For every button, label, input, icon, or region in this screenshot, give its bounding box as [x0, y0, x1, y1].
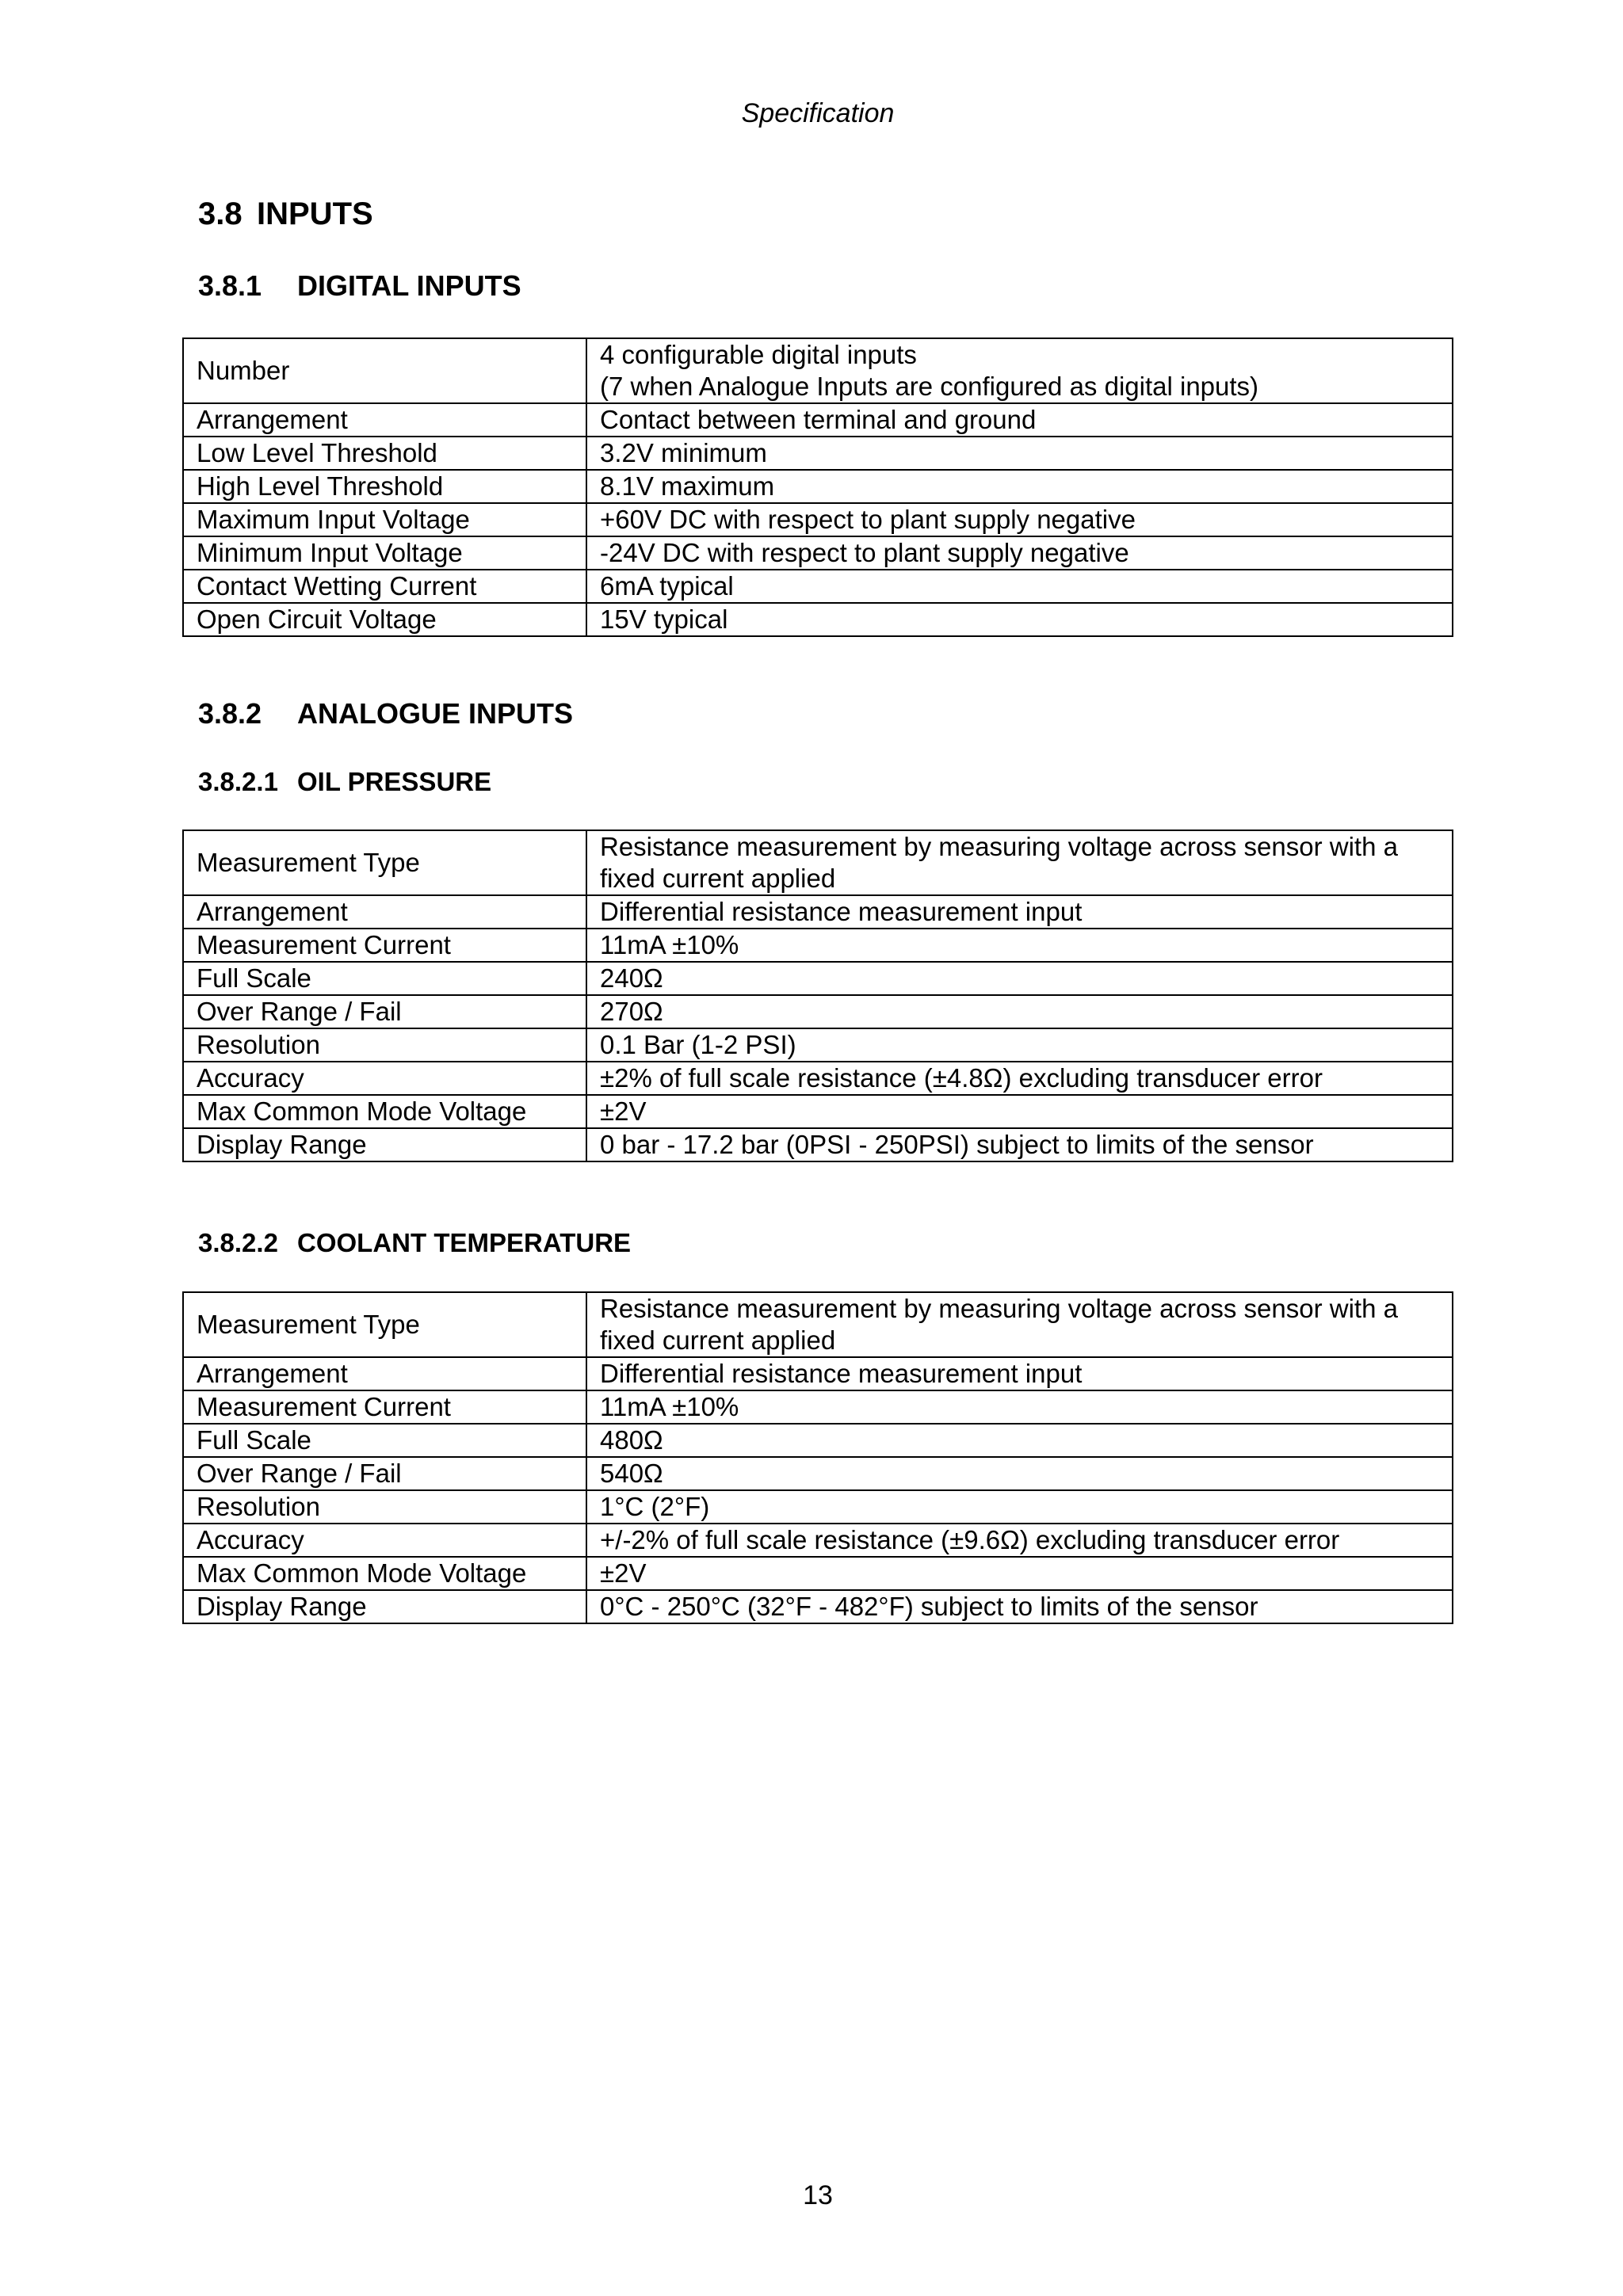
- coolant-temperature-title: COOLANT TEMPERATURE: [297, 1228, 632, 1257]
- row-value-line: Resistance measurement by measuring voltage across sensor with a: [600, 832, 1398, 861]
- row-value: [586, 603, 1453, 636]
- row-value-line: Resistance measurement by measuring voltage across sensor with a: [600, 1294, 1398, 1323]
- row-value: [586, 995, 1453, 1028]
- oil-pressure-number: 3.8.2.1: [198, 767, 278, 796]
- row-value-line: 11mA ±10%: [600, 930, 739, 959]
- table-row: [183, 929, 1453, 962]
- row-value-line: 6mA typical: [600, 571, 734, 601]
- table-row: [183, 1490, 1453, 1524]
- table-row: [183, 603, 1453, 636]
- row-value-line: (7 when Analogue Inputs are configured as digital inputs): [600, 372, 1259, 401]
- analogue-inputs-number: 3.8.2: [198, 697, 262, 730]
- row-value: [586, 437, 1453, 470]
- row-value: [586, 1128, 1453, 1161]
- row-value-line: ±2% of full scale resistance (±4.8Ω) excluding transducer error: [600, 1063, 1323, 1093]
- row-label: Low Level Threshold: [183, 437, 586, 470]
- oil-pressure-title: OIL PRESSURE: [297, 767, 492, 796]
- table-row: [183, 403, 1453, 437]
- table-row: [183, 503, 1453, 536]
- table-row: [183, 1457, 1453, 1490]
- row-label: High Level Threshold: [183, 470, 586, 503]
- table-row: [183, 1128, 1453, 1161]
- row-value: [586, 1095, 1453, 1128]
- analogue-inputs-heading: [198, 697, 573, 730]
- row-label: Full Scale: [183, 962, 586, 995]
- row-value: [586, 470, 1453, 503]
- table-row: [183, 1557, 1453, 1590]
- table-row: [183, 1357, 1453, 1390]
- row-value-line: +60V DC with respect to plant supply negative: [600, 505, 1136, 534]
- row-label: Arrangement: [183, 1357, 586, 1390]
- row-value: [586, 536, 1453, 570]
- row-value-line: fixed current applied: [600, 1325, 836, 1355]
- row-value: [586, 1390, 1453, 1424]
- row-label: Resolution: [183, 1490, 586, 1524]
- analogue-inputs-title: ANALOGUE INPUTS: [297, 697, 574, 730]
- coolant-temperature-heading: [198, 1228, 631, 1258]
- table-row: [183, 1524, 1453, 1557]
- row-value-line: +/-2% of full scale resistance (±9.6Ω) excluding transducer error: [600, 1525, 1340, 1554]
- table-row: [183, 962, 1453, 995]
- row-label: Display Range: [183, 1128, 586, 1161]
- row-label: Arrangement: [183, 403, 586, 437]
- row-label: Arrangement: [183, 895, 586, 929]
- row-value: [586, 1590, 1453, 1623]
- row-value-line: 270Ω: [600, 997, 663, 1026]
- row-label: Maximum Input Voltage: [183, 503, 586, 536]
- page-number: 13: [803, 2180, 833, 2210]
- row-value: [586, 1557, 1453, 1590]
- row-value: [586, 929, 1453, 962]
- row-label: Over Range / Fail: [183, 995, 586, 1028]
- row-value: [586, 1457, 1453, 1490]
- table-row: [183, 470, 1453, 503]
- row-label: Full Scale: [183, 1424, 586, 1457]
- row-value-line: 0.1 Bar (1-2 PSI): [600, 1030, 796, 1059]
- table-row: [183, 1390, 1453, 1424]
- row-label: Over Range / Fail: [183, 1457, 586, 1490]
- row-value-line: 0°C - 250°C (32°F - 482°F) subject to limits of the sensor: [600, 1592, 1258, 1621]
- row-label: Accuracy: [183, 1062, 586, 1095]
- row-value: [586, 1524, 1453, 1557]
- table-row: [183, 570, 1453, 603]
- table-row: [183, 1292, 1453, 1357]
- digital-inputs-table: [182, 338, 1453, 637]
- row-value-line: 11mA ±10%: [600, 1392, 739, 1421]
- table-row: [183, 536, 1453, 570]
- row-value-line: 0 bar - 17.2 bar (0PSI - 250PSI) subject to limits of the sensor: [600, 1130, 1314, 1159]
- row-label: Open Circuit Voltage: [183, 603, 586, 636]
- coolant-temperature-number: 3.8.2.2: [198, 1228, 278, 1257]
- row-value: [586, 403, 1453, 437]
- row-label: Max Common Mode Voltage: [183, 1557, 586, 1590]
- row-value-line: Differential resistance measurement input: [600, 897, 1083, 926]
- row-value: [586, 1028, 1453, 1062]
- row-value-line: 15V typical: [600, 605, 728, 634]
- table-row: [183, 1028, 1453, 1062]
- row-value-line: Differential resistance measurement input: [600, 1359, 1083, 1388]
- row-label: Measurement Type: [183, 1292, 586, 1357]
- row-value-line: ±2V: [600, 1097, 647, 1126]
- row-label: Display Range: [183, 1590, 586, 1623]
- digital-inputs-number: 3.8.1: [198, 269, 262, 302]
- row-value-line: -24V DC with respect to plant supply negative: [600, 538, 1129, 567]
- section-title: INPUTS: [257, 196, 373, 231]
- row-label: Accuracy: [183, 1524, 586, 1557]
- row-label: Measurement Current: [183, 929, 586, 962]
- row-label: Measurement Current: [183, 1390, 586, 1424]
- row-value-line: fixed current applied: [600, 864, 836, 893]
- oil-pressure-heading: [198, 767, 491, 797]
- row-value: [586, 1357, 1453, 1390]
- row-label: Resolution: [183, 1028, 586, 1062]
- row-value-line: 4 configurable digital inputs: [600, 340, 917, 369]
- coolant-temperature-table: [182, 1291, 1453, 1624]
- row-value: [586, 1062, 1453, 1095]
- table-row: [183, 1424, 1453, 1457]
- row-value-line: 540Ω: [600, 1459, 663, 1488]
- row-value-line: 8.1V maximum: [600, 471, 775, 501]
- table-row: [183, 830, 1453, 895]
- row-value: [586, 1424, 1453, 1457]
- table-row: [183, 338, 1453, 403]
- table-row: [183, 995, 1453, 1028]
- row-value: [586, 570, 1453, 603]
- table-row: [183, 895, 1453, 929]
- table-row: [183, 437, 1453, 470]
- row-label: Max Common Mode Voltage: [183, 1095, 586, 1128]
- row-value: [586, 830, 1453, 895]
- row-value-line: 1°C (2°F): [600, 1492, 710, 1521]
- row-value-line: 3.2V minimum: [600, 438, 767, 467]
- digital-inputs-title: DIGITAL INPUTS: [297, 269, 521, 302]
- row-label: Measurement Type: [183, 830, 586, 895]
- row-value: [586, 895, 1453, 929]
- section-number: 3.8: [198, 196, 242, 231]
- row-value-line: ±2V: [600, 1558, 647, 1588]
- table-row: [183, 1062, 1453, 1095]
- row-value: [586, 1292, 1453, 1357]
- row-value: [586, 338, 1453, 403]
- row-value-line: 240Ω: [600, 963, 663, 993]
- table-row: [183, 1095, 1453, 1128]
- oil-pressure-table: [182, 830, 1453, 1162]
- digital-inputs-heading: [198, 269, 521, 303]
- row-label: Contact Wetting Current: [183, 570, 586, 603]
- row-label: Minimum Input Voltage: [183, 536, 586, 570]
- row-value: [586, 962, 1453, 995]
- running-header: Specification: [741, 98, 895, 128]
- table-row: [183, 1590, 1453, 1623]
- row-value: [586, 503, 1453, 536]
- row-label: Number: [183, 338, 586, 403]
- row-value-line: Contact between terminal and ground: [600, 405, 1037, 434]
- row-value-line: 480Ω: [600, 1425, 663, 1455]
- row-value: [586, 1490, 1453, 1524]
- section-heading: [198, 196, 373, 232]
